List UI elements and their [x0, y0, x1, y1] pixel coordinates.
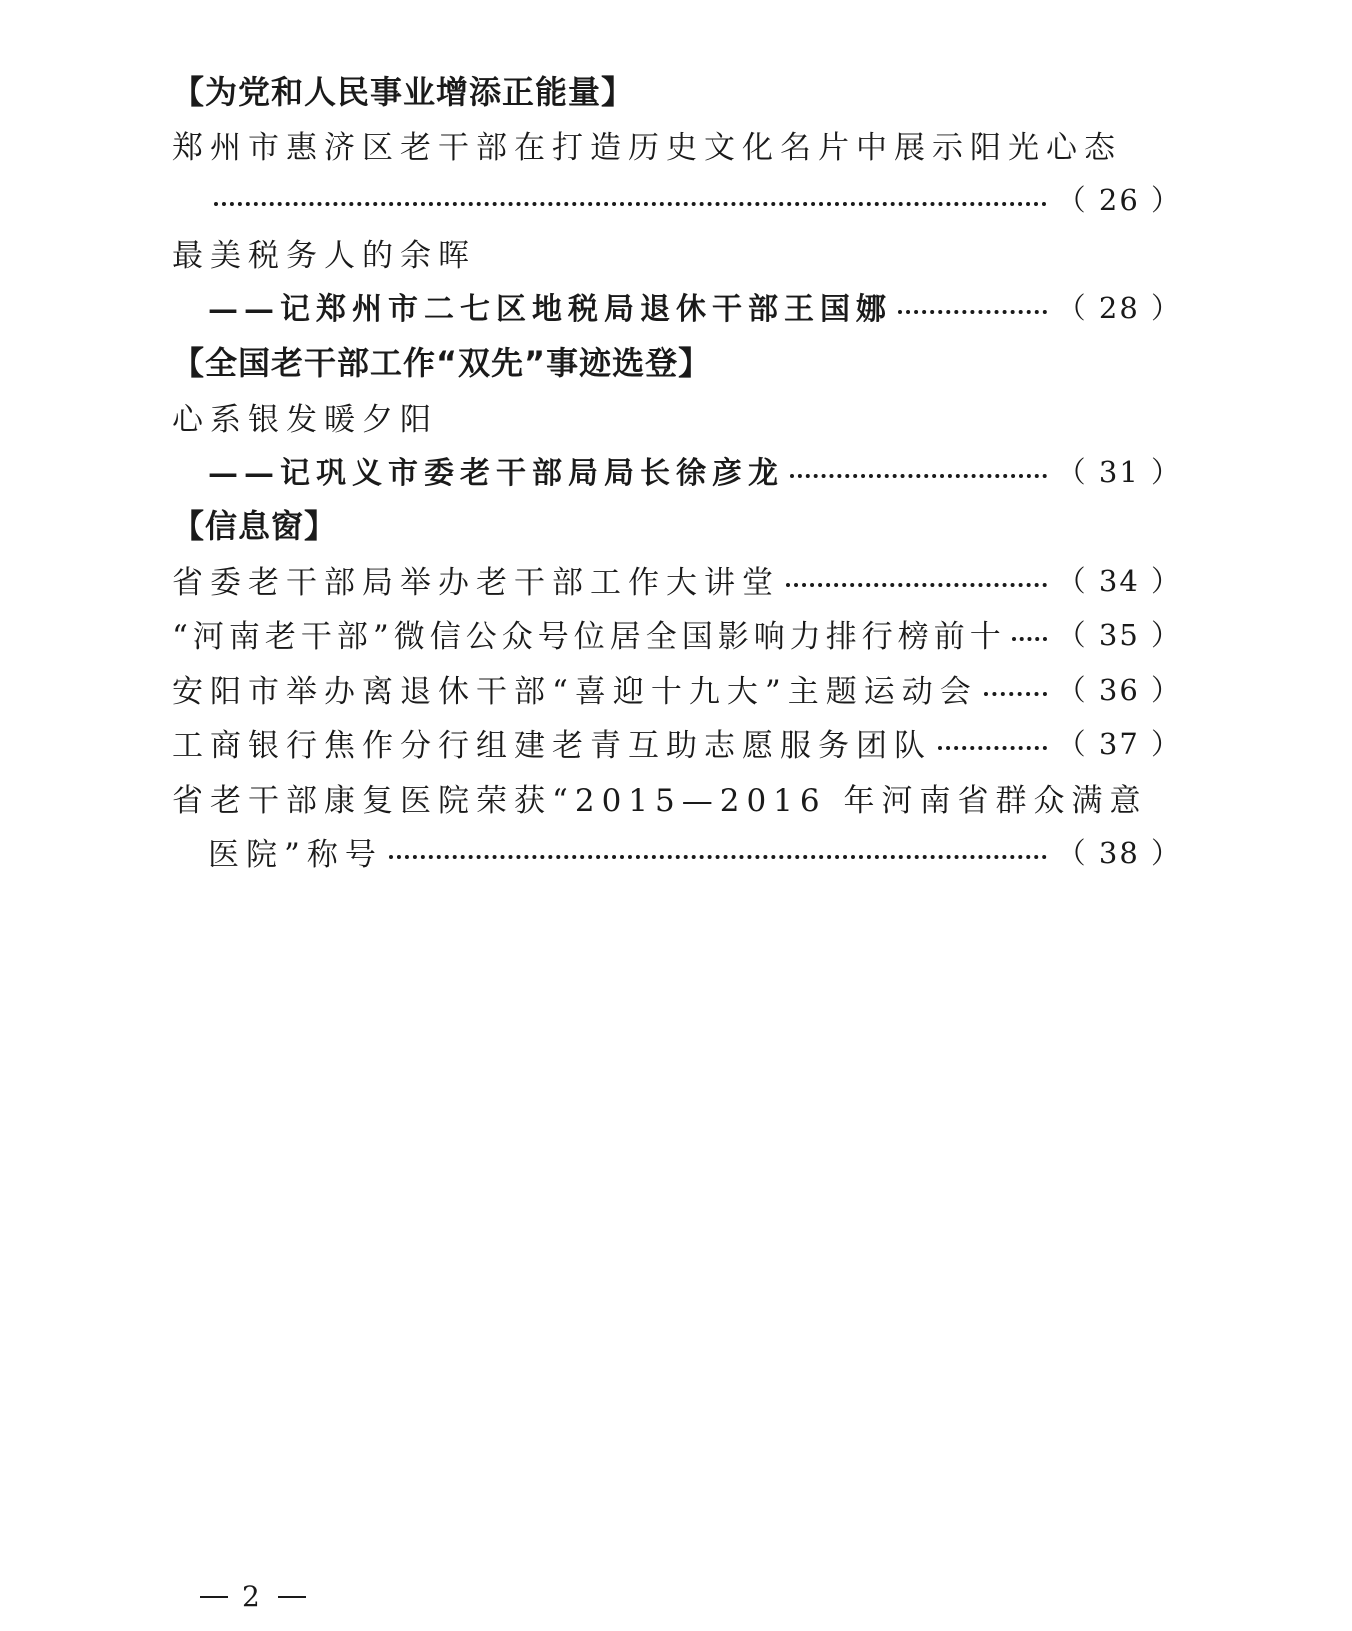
toc-entry[interactable] — [172, 720, 1182, 764]
toc-entry-leader-line[interactable] — [208, 176, 1182, 220]
toc-entry-page: （ 37 ） — [1056, 726, 1182, 761]
toc-entry-subtitle: ——记郑州市二七区地税局退休干部王国娜 — [208, 292, 892, 327]
toc-entry-page: （ 26 ） — [1056, 182, 1182, 217]
toc-entry-page: （ 35 ） — [1056, 617, 1182, 652]
section-heading: 【全国老干部工作“双先”事迹选登】 — [172, 344, 712, 382]
toc-entry-subtitle-line[interactable] — [208, 448, 1182, 492]
toc-entry-title[interactable]: 郑州市惠济区老干部在打造历史文化名片中展示阳光心态 — [172, 129, 1122, 166]
toc-entry-title[interactable]: 省老干部康复医院荣获“2015—2016 年河南省群众满意 — [172, 782, 1148, 819]
toc-entry-page: （ 36 ） — [1056, 672, 1182, 707]
section-heading: 【信息窗】 — [172, 507, 338, 545]
toc-entry-continuation-line[interactable] — [208, 829, 1182, 873]
dot-leader — [1012, 637, 1047, 641]
toc-entry-subtitle-line[interactable] — [208, 284, 1182, 328]
footer-dash-left — [200, 1596, 228, 1598]
page-footer — [200, 1580, 306, 1613]
toc-entry-title: 安阳市举办离退休干部“喜迎十九大”主题运动会 — [172, 673, 978, 710]
toc-entry-title-continuation: 医院”称号 — [208, 836, 383, 873]
toc-entry[interactable] — [172, 557, 1182, 601]
dot-leader — [786, 583, 1047, 587]
dot-leader — [389, 855, 1047, 859]
toc-entry-title: 省委老干部局举办老干部工作大讲堂 — [172, 564, 780, 601]
toc-entry-title: “河南老干部”微信公众号位居全国影响力排行榜前十 — [172, 618, 1006, 655]
toc-entry-page: （ 34 ） — [1056, 563, 1182, 598]
toc-entry-title: 工商银行焦作分行组建老青互助志愿服务团队 — [172, 727, 932, 764]
dot-leader — [898, 310, 1047, 314]
toc-entry[interactable] — [172, 666, 1182, 710]
dot-leader — [790, 474, 1047, 478]
toc-entry-title[interactable]: 最美税务人的余晖 — [172, 237, 476, 274]
toc-entry-page: （ 38 ） — [1056, 835, 1182, 870]
toc-entry-title[interactable]: 心系银发暖夕阳 — [172, 401, 438, 438]
dot-leader — [938, 746, 1047, 750]
dot-leader — [214, 202, 1047, 206]
toc-entry-subtitle: ——记巩义市委老干部局局长徐彦龙 — [208, 456, 784, 491]
dot-leader — [984, 692, 1047, 696]
toc-entry-page: （ 31 ） — [1056, 454, 1182, 489]
page-number: 2 — [242, 1580, 264, 1613]
footer-dash-right — [278, 1596, 306, 1598]
section-heading: 【为党和人民事业增添正能量】 — [172, 73, 635, 111]
toc-entry[interactable] — [172, 611, 1182, 655]
toc-entry-page: （ 28 ） — [1056, 290, 1182, 325]
